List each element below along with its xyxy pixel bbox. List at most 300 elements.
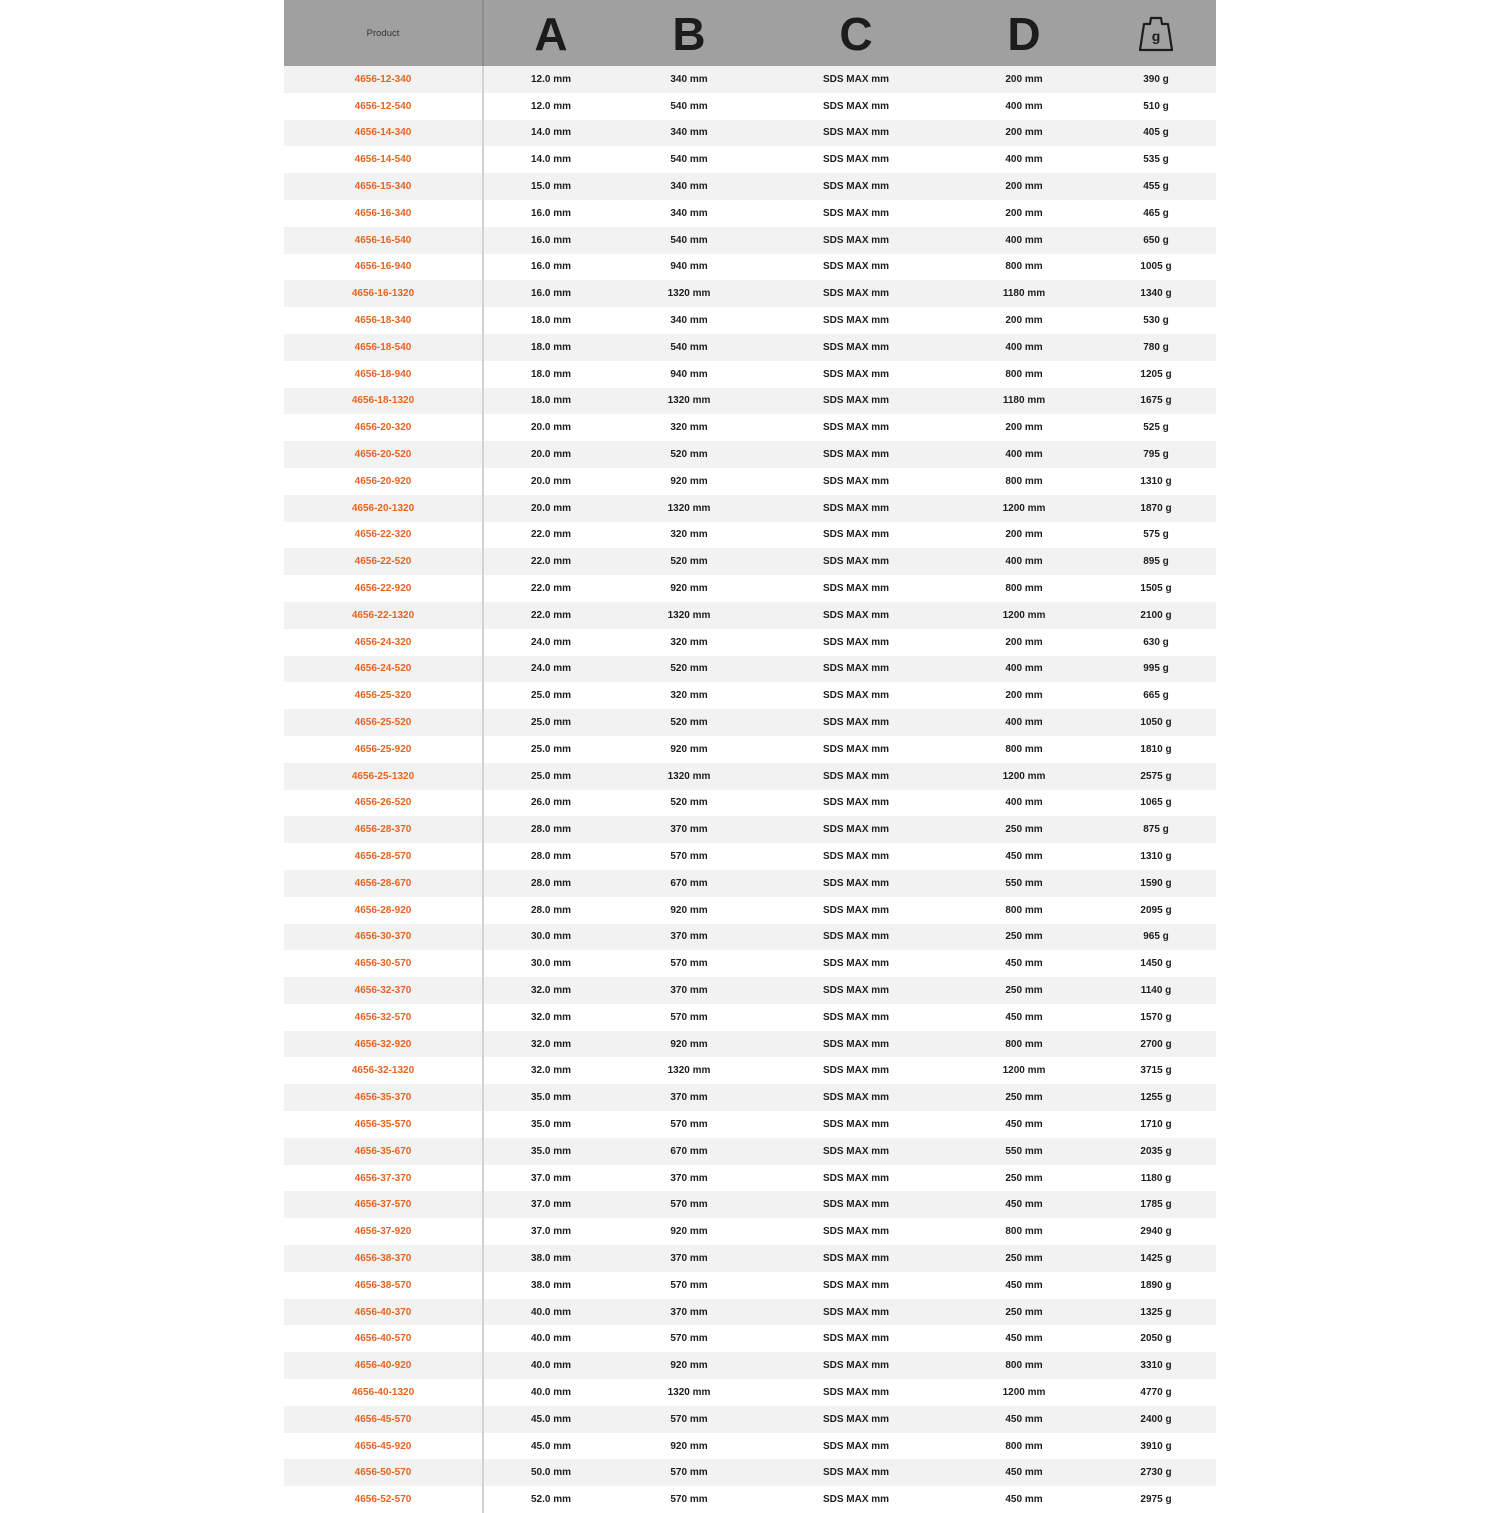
a-cell: 28.0 mm xyxy=(530,877,572,889)
table-row xyxy=(284,307,1216,334)
product-cell: 4656-12-340 xyxy=(284,66,484,93)
b-cell: 520 mm xyxy=(670,556,708,568)
c-cell: SDS MAX mm xyxy=(822,1413,890,1425)
b-cell: 370 mm xyxy=(670,1306,708,1318)
b-cell: 570 mm xyxy=(670,1494,708,1506)
table-row xyxy=(284,495,1216,522)
d-cell: 400 mm xyxy=(1005,663,1043,675)
d-cell: 250 mm xyxy=(1005,1306,1043,1318)
a-cell: 35.0 mm xyxy=(530,1145,572,1157)
b-cell: 320 mm xyxy=(670,529,708,541)
a-cell: 40.0 mm xyxy=(530,1306,572,1318)
product-cell: 4656-35-370 xyxy=(284,1084,484,1111)
c-cell: SDS MAX mm xyxy=(822,234,890,246)
product-cell: 4656-30-570 xyxy=(284,950,484,977)
weight-cell: 2035 g xyxy=(1140,1145,1172,1157)
table-row xyxy=(284,388,1216,415)
c-cell: SDS MAX mm xyxy=(822,1306,890,1318)
weight-cell: 3910 g xyxy=(1140,1440,1172,1452)
table-row xyxy=(284,763,1216,790)
a-cell: 12.0 mm xyxy=(530,73,572,85)
c-cell: SDS MAX mm xyxy=(822,1226,890,1238)
b-cell: 540 mm xyxy=(670,341,708,353)
b-cell: 340 mm xyxy=(670,73,708,85)
product-cell: 4656-16-340 xyxy=(284,200,484,227)
weight-cell: 535 g xyxy=(1143,154,1169,166)
product-cell: 4656-37-920 xyxy=(284,1218,484,1245)
table-body xyxy=(284,66,1216,1513)
product-cell: 4656-30-370 xyxy=(284,924,484,951)
b-cell: 520 mm xyxy=(670,663,708,675)
a-cell: 32.0 mm xyxy=(530,1011,572,1023)
a-cell: 18.0 mm xyxy=(530,315,572,327)
table-row xyxy=(284,950,1216,977)
header-a: A xyxy=(534,8,568,60)
d-cell: 200 mm xyxy=(1005,181,1043,193)
product-spec-table xyxy=(284,0,1216,1513)
product-cell: 4656-52-570 xyxy=(284,1486,484,1513)
d-cell: 1200 mm xyxy=(1002,1065,1046,1077)
d-cell: 800 mm xyxy=(1005,1226,1043,1238)
d-cell: 450 mm xyxy=(1005,1333,1043,1345)
d-cell: 400 mm xyxy=(1005,234,1043,246)
table-row xyxy=(284,1379,1216,1406)
a-cell: 22.0 mm xyxy=(530,529,572,541)
weight-cell: 2400 g xyxy=(1140,1413,1172,1425)
b-cell: 320 mm xyxy=(670,422,708,434)
table-header xyxy=(284,0,1216,66)
b-cell: 920 mm xyxy=(670,583,708,595)
product-cell: 4656-25-1320 xyxy=(284,763,484,790)
c-cell: SDS MAX mm xyxy=(822,770,890,782)
table-row xyxy=(284,924,1216,951)
a-cell: 16.0 mm xyxy=(530,234,572,246)
d-cell: 450 mm xyxy=(1005,851,1043,862)
weight-cell: 1205 g xyxy=(1140,368,1172,380)
product-cell: 4656-32-1320 xyxy=(284,1057,484,1084)
b-cell: 1320 mm xyxy=(667,1386,711,1398)
a-cell: 32.0 mm xyxy=(530,1038,572,1050)
table-row xyxy=(284,1459,1216,1486)
weight-cell: 665 g xyxy=(1143,690,1169,702)
table-row xyxy=(284,790,1216,817)
b-cell: 340 mm xyxy=(670,315,708,327)
table-row xyxy=(284,254,1216,281)
d-cell: 800 mm xyxy=(1005,583,1043,595)
weight-cell: 1310 g xyxy=(1140,851,1172,862)
product-cell: 4656-18-940 xyxy=(284,361,484,388)
table-row xyxy=(284,1004,1216,1031)
d-cell: 400 mm xyxy=(1005,449,1043,461)
product-cell: 4656-25-920 xyxy=(284,736,484,763)
d-cell: 200 mm xyxy=(1005,636,1043,648)
product-cell: 4656-20-520 xyxy=(284,441,484,468)
b-cell: 370 mm xyxy=(670,931,708,943)
weight-cell: 1505 g xyxy=(1140,583,1172,595)
product-cell: 4656-18-1320 xyxy=(284,388,484,415)
table-row xyxy=(284,1299,1216,1326)
weight-cell: 3715 g xyxy=(1140,1065,1172,1077)
a-cell: 20.0 mm xyxy=(530,502,572,514)
product-cell: 4656-20-1320 xyxy=(284,495,484,522)
b-cell: 570 mm xyxy=(670,1413,708,1425)
b-cell: 940 mm xyxy=(670,368,708,380)
d-cell: 1200 mm xyxy=(1002,609,1046,621)
weight-cell: 1810 g xyxy=(1140,743,1172,755)
a-cell: 22.0 mm xyxy=(530,609,572,621)
c-cell: SDS MAX mm xyxy=(822,663,890,675)
weight-cell: 1890 g xyxy=(1140,1279,1172,1291)
table-row xyxy=(284,414,1216,441)
c-cell: SDS MAX mm xyxy=(822,449,890,461)
d-cell: 200 mm xyxy=(1005,422,1043,434)
a-cell: 28.0 mm xyxy=(530,824,572,836)
table-row xyxy=(284,1111,1216,1138)
d-cell: 450 mm xyxy=(1005,1199,1043,1211)
weight-cell: 2975 g xyxy=(1140,1494,1172,1506)
b-cell: 570 mm xyxy=(670,851,708,862)
b-cell: 920 mm xyxy=(670,743,708,755)
b-cell: 570 mm xyxy=(670,958,708,970)
table-row xyxy=(284,1031,1216,1058)
b-cell: 1320 mm xyxy=(667,609,711,621)
d-cell: 800 mm xyxy=(1005,1038,1043,1050)
weight-cell: 1255 g xyxy=(1140,1092,1172,1104)
weight-cell: 1050 g xyxy=(1140,717,1172,729)
header-c: C xyxy=(839,8,873,60)
c-cell: SDS MAX mm xyxy=(822,717,890,729)
c-cell: SDS MAX mm xyxy=(822,1011,890,1023)
product-cell: 4656-20-920 xyxy=(284,468,484,495)
table-row xyxy=(284,1245,1216,1272)
c-cell: SDS MAX mm xyxy=(822,1199,890,1211)
table-row xyxy=(284,468,1216,495)
weight-cell: 1785 g xyxy=(1140,1199,1172,1211)
table-row xyxy=(284,709,1216,736)
product-cell: 4656-32-570 xyxy=(284,1004,484,1031)
table-row xyxy=(284,280,1216,307)
table-row xyxy=(284,1138,1216,1165)
b-cell: 920 mm xyxy=(670,904,708,916)
product-cell: 4656-18-340 xyxy=(284,307,484,334)
c-cell: SDS MAX mm xyxy=(822,73,890,85)
a-cell: 45.0 mm xyxy=(530,1413,572,1425)
weight-cell: 1005 g xyxy=(1140,261,1172,273)
d-cell: 1200 mm xyxy=(1002,770,1046,782)
weight-cell: 1590 g xyxy=(1140,877,1172,889)
d-cell: 400 mm xyxy=(1005,100,1043,112)
a-cell: 37.0 mm xyxy=(530,1199,572,1211)
a-cell: 52.0 mm xyxy=(530,1494,572,1506)
c-cell: SDS MAX mm xyxy=(822,1038,890,1050)
product-cell: 4656-32-920 xyxy=(284,1031,484,1058)
a-cell: 37.0 mm xyxy=(530,1226,572,1238)
weight-cell: 2100 g xyxy=(1140,609,1172,621)
a-cell: 16.0 mm xyxy=(530,261,572,273)
d-cell: 400 mm xyxy=(1005,341,1043,353)
weight-cell: 1570 g xyxy=(1140,1011,1172,1023)
table-row xyxy=(284,1165,1216,1192)
c-cell: SDS MAX mm xyxy=(822,502,890,514)
product-cell: 4656-25-520 xyxy=(284,709,484,736)
c-cell: SDS MAX mm xyxy=(822,636,890,648)
d-cell: 800 mm xyxy=(1005,1440,1043,1452)
d-cell: 250 mm xyxy=(1005,1092,1043,1104)
a-cell: 28.0 mm xyxy=(530,904,572,916)
table-row xyxy=(284,1352,1216,1379)
a-cell: 20.0 mm xyxy=(530,422,572,434)
d-cell: 450 mm xyxy=(1005,1279,1043,1291)
weight-cell: 895 g xyxy=(1143,556,1169,568)
b-cell: 540 mm xyxy=(670,154,708,166)
table-row xyxy=(284,146,1216,173)
d-cell: 1200 mm xyxy=(1002,502,1046,514)
table-row xyxy=(284,334,1216,361)
table-row xyxy=(284,1218,1216,1245)
a-cell: 30.0 mm xyxy=(530,958,572,970)
product-cell: 4656-40-1320 xyxy=(284,1379,484,1406)
b-cell: 920 mm xyxy=(670,1226,708,1238)
table-row xyxy=(284,816,1216,843)
weight-cell: 630 g xyxy=(1143,636,1169,648)
table-row xyxy=(284,522,1216,549)
product-cell: 4656-22-1320 xyxy=(284,602,484,629)
b-cell: 340 mm xyxy=(670,207,708,219)
product-cell: 4656-22-520 xyxy=(284,548,484,575)
a-cell: 32.0 mm xyxy=(530,1065,572,1077)
product-cell: 4656-28-370 xyxy=(284,816,484,843)
d-cell: 800 mm xyxy=(1005,904,1043,916)
c-cell: SDS MAX mm xyxy=(822,261,890,273)
c-cell: SDS MAX mm xyxy=(822,207,890,219)
a-cell: 16.0 mm xyxy=(530,207,572,219)
d-cell: 200 mm xyxy=(1005,315,1043,327)
a-cell: 12.0 mm xyxy=(530,100,572,112)
c-cell: SDS MAX mm xyxy=(822,1467,890,1479)
a-cell: 50.0 mm xyxy=(530,1467,572,1479)
header-product: Product xyxy=(284,0,484,66)
c-cell: SDS MAX mm xyxy=(822,529,890,541)
b-cell: 320 mm xyxy=(670,690,708,702)
weight-cell: 1675 g xyxy=(1140,395,1172,407)
c-cell: SDS MAX mm xyxy=(822,931,890,943)
b-cell: 570 mm xyxy=(670,1279,708,1291)
c-cell: SDS MAX mm xyxy=(822,315,890,327)
c-cell: SDS MAX mm xyxy=(822,984,890,996)
table-row xyxy=(284,602,1216,629)
d-cell: 550 mm xyxy=(1005,1145,1043,1157)
a-cell: 22.0 mm xyxy=(530,556,572,568)
table-row xyxy=(284,1272,1216,1299)
d-cell: 1180 mm xyxy=(1002,395,1046,407)
product-cell: 4656-18-540 xyxy=(284,334,484,361)
product-cell: 4656-24-320 xyxy=(284,629,484,656)
d-cell: 400 mm xyxy=(1005,717,1043,729)
product-cell: 4656-28-570 xyxy=(284,843,484,870)
table-row xyxy=(284,870,1216,897)
product-cell: 4656-16-940 xyxy=(284,254,484,281)
header-d: D xyxy=(1007,8,1041,60)
product-cell: 4656-38-570 xyxy=(284,1272,484,1299)
a-cell: 35.0 mm xyxy=(530,1092,572,1104)
b-cell: 340 mm xyxy=(670,181,708,193)
d-cell: 450 mm xyxy=(1005,1494,1043,1506)
b-cell: 920 mm xyxy=(670,475,708,487)
product-cell: 4656-45-570 xyxy=(284,1406,484,1433)
c-cell: SDS MAX mm xyxy=(822,1279,890,1291)
d-cell: 400 mm xyxy=(1005,797,1043,809)
d-cell: 1180 mm xyxy=(1002,288,1046,300)
table-row xyxy=(284,200,1216,227)
a-cell: 30.0 mm xyxy=(530,931,572,943)
table-row xyxy=(284,629,1216,656)
d-cell: 200 mm xyxy=(1005,690,1043,702)
weight-cell: 795 g xyxy=(1143,449,1169,461)
b-cell: 920 mm xyxy=(670,1038,708,1050)
c-cell: SDS MAX mm xyxy=(822,368,890,380)
product-cell: 4656-32-370 xyxy=(284,977,484,1004)
c-cell: SDS MAX mm xyxy=(822,877,890,889)
c-cell: SDS MAX mm xyxy=(822,797,890,809)
c-cell: SDS MAX mm xyxy=(822,341,890,353)
a-cell: 25.0 mm xyxy=(530,770,572,782)
d-cell: 800 mm xyxy=(1005,475,1043,487)
product-cell: 4656-15-340 xyxy=(284,173,484,200)
b-cell: 570 mm xyxy=(670,1011,708,1023)
d-cell: 250 mm xyxy=(1005,1172,1043,1184)
table-row xyxy=(284,120,1216,147)
product-cell: 4656-35-670 xyxy=(284,1138,484,1165)
weight-cell: 2095 g xyxy=(1140,904,1172,916)
weight-cell: 780 g xyxy=(1143,341,1169,353)
d-cell: 200 mm xyxy=(1005,127,1043,139)
b-cell: 540 mm xyxy=(670,234,708,246)
product-cell: 4656-28-670 xyxy=(284,870,484,897)
a-cell: 18.0 mm xyxy=(530,395,572,407)
b-cell: 670 mm xyxy=(670,877,708,889)
c-cell: SDS MAX mm xyxy=(822,100,890,112)
weight-cell: 1310 g xyxy=(1140,475,1172,487)
c-cell: SDS MAX mm xyxy=(822,422,890,434)
d-cell: 450 mm xyxy=(1005,1118,1043,1130)
b-cell: 920 mm xyxy=(670,1360,708,1372)
weight-cell: 465 g xyxy=(1143,207,1169,219)
c-cell: SDS MAX mm xyxy=(822,851,890,862)
b-cell: 1320 mm xyxy=(667,502,711,514)
weight-cell: 405 g xyxy=(1143,127,1169,139)
c-cell: SDS MAX mm xyxy=(822,583,890,595)
c-cell: SDS MAX mm xyxy=(822,1172,890,1184)
weight-cell: 1140 g xyxy=(1140,984,1172,996)
weight-cell: 455 g xyxy=(1143,181,1169,193)
c-cell: SDS MAX mm xyxy=(822,288,890,300)
d-cell: 550 mm xyxy=(1005,877,1043,889)
d-cell: 200 mm xyxy=(1005,207,1043,219)
d-cell: 250 mm xyxy=(1005,824,1043,836)
c-cell: SDS MAX mm xyxy=(822,127,890,139)
product-cell: 4656-25-320 xyxy=(284,682,484,709)
header-b: B xyxy=(672,8,706,60)
c-cell: SDS MAX mm xyxy=(822,1440,890,1452)
table-row xyxy=(284,1433,1216,1460)
a-cell: 18.0 mm xyxy=(530,368,572,380)
b-cell: 370 mm xyxy=(670,1172,708,1184)
weight-cell: 1425 g xyxy=(1140,1252,1172,1264)
b-cell: 1320 mm xyxy=(667,1065,711,1077)
c-cell: SDS MAX mm xyxy=(822,958,890,970)
c-cell: SDS MAX mm xyxy=(822,1386,890,1398)
a-cell: 40.0 mm xyxy=(530,1333,572,1345)
d-cell: 450 mm xyxy=(1005,1011,1043,1023)
table-row xyxy=(284,1406,1216,1433)
weight-cell: 1710 g xyxy=(1140,1118,1172,1130)
a-cell: 24.0 mm xyxy=(530,636,572,648)
weight-icon-letter: g xyxy=(1151,28,1161,44)
weight-cell: 510 g xyxy=(1143,100,1169,112)
a-cell: 37.0 mm xyxy=(530,1172,572,1184)
a-cell: 40.0 mm xyxy=(530,1360,572,1372)
d-cell: 800 mm xyxy=(1005,1360,1043,1372)
weight-cell: 2940 g xyxy=(1140,1226,1172,1238)
a-cell: 32.0 mm xyxy=(530,984,572,996)
table-row xyxy=(284,173,1216,200)
b-cell: 920 mm xyxy=(670,1440,708,1452)
table-row xyxy=(284,1084,1216,1111)
product-cell: 4656-16-540 xyxy=(284,227,484,254)
b-cell: 570 mm xyxy=(670,1333,708,1345)
a-cell: 25.0 mm xyxy=(530,690,572,702)
weight-cell: 1065 g xyxy=(1140,797,1172,809)
a-cell: 38.0 mm xyxy=(530,1279,572,1291)
b-cell: 1320 mm xyxy=(667,770,711,782)
product-cell: 4656-24-520 xyxy=(284,656,484,683)
table-row xyxy=(284,897,1216,924)
b-cell: 670 mm xyxy=(670,1145,708,1157)
product-cell: 4656-22-920 xyxy=(284,575,484,602)
b-cell: 570 mm xyxy=(670,1118,708,1130)
product-cell: 4656-20-320 xyxy=(284,414,484,441)
weight-cell: 2700 g xyxy=(1140,1038,1172,1050)
a-cell: 16.0 mm xyxy=(530,288,572,300)
weight-cell: 1325 g xyxy=(1140,1306,1172,1318)
table-row xyxy=(284,575,1216,602)
c-cell: SDS MAX mm xyxy=(822,181,890,193)
a-cell: 24.0 mm xyxy=(530,663,572,675)
a-cell: 22.0 mm xyxy=(530,583,572,595)
c-cell: SDS MAX mm xyxy=(822,395,890,407)
table-row xyxy=(284,93,1216,120)
b-cell: 320 mm xyxy=(670,636,708,648)
product-cell: 4656-38-370 xyxy=(284,1245,484,1272)
d-cell: 400 mm xyxy=(1005,556,1043,568)
table-row xyxy=(284,977,1216,1004)
a-cell: 35.0 mm xyxy=(530,1118,572,1130)
c-cell: SDS MAX mm xyxy=(822,1494,890,1506)
b-cell: 370 mm xyxy=(670,984,708,996)
product-cell: 4656-37-370 xyxy=(284,1165,484,1192)
c-cell: SDS MAX mm xyxy=(822,1333,890,1345)
table-row xyxy=(284,1325,1216,1352)
b-cell: 570 mm xyxy=(670,1467,708,1479)
table-row xyxy=(284,736,1216,763)
product-cell: 4656-28-920 xyxy=(284,897,484,924)
weight-cell: 2575 g xyxy=(1140,770,1172,782)
b-cell: 520 mm xyxy=(670,717,708,729)
b-cell: 520 mm xyxy=(670,797,708,809)
weight-cell: 995 g xyxy=(1143,663,1169,675)
a-cell: 40.0 mm xyxy=(530,1386,572,1398)
table-row xyxy=(284,548,1216,575)
